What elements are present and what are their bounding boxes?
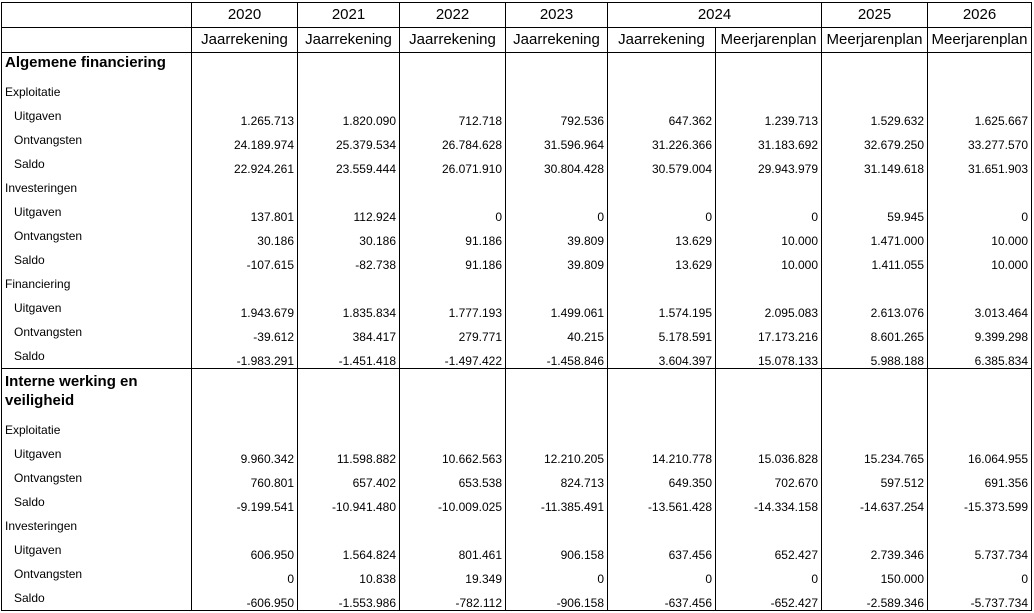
value-cell: 0: [506, 200, 608, 224]
value-cell: -9.199.541: [192, 490, 298, 514]
value-cell: 5.988.188: [822, 344, 928, 369]
header-type: Meerjarenplan: [716, 28, 822, 53]
empty-cell: [822, 272, 928, 296]
value-cell: 32.679.250: [822, 128, 928, 152]
value-cell: 1.239.713: [716, 104, 822, 128]
group-label: Investeringen: [2, 514, 192, 538]
empty-cell: [716, 176, 822, 200]
value-cell: -39.612: [192, 320, 298, 344]
empty-cell: [298, 418, 400, 442]
table-row: [2, 128, 1032, 152]
value-cell: 11.598.882: [298, 442, 400, 466]
value-cell: 0: [928, 562, 1032, 586]
row-label: Saldo: [2, 490, 192, 514]
value-cell: 15.036.828: [716, 442, 822, 466]
value-cell: 22.924.261: [192, 152, 298, 176]
group-label: Exploitatie: [2, 418, 192, 442]
value-cell: 1.529.632: [822, 104, 928, 128]
table-row: [2, 538, 1032, 562]
empty-cell: [400, 176, 506, 200]
value-cell: 137.801: [192, 200, 298, 224]
empty-cell: [716, 514, 822, 538]
value-cell: -1.458.846: [506, 344, 608, 369]
empty-cell: [928, 418, 1032, 442]
value-cell: 39.809: [506, 224, 608, 248]
value-cell: 1.564.824: [298, 538, 400, 562]
row-label: Ontvangsten: [2, 224, 192, 248]
value-cell: 3.604.397: [608, 344, 716, 369]
empty-cell: [608, 53, 716, 81]
value-cell: 10.000: [716, 248, 822, 272]
value-cell: -1.497.422: [400, 344, 506, 369]
group-row: [2, 418, 1032, 442]
empty-cell: [506, 514, 608, 538]
row-label: Ontvangsten: [2, 320, 192, 344]
value-cell: 150.000: [822, 562, 928, 586]
value-cell: 91.186: [400, 224, 506, 248]
row-label: Ontvangsten: [2, 562, 192, 586]
value-cell: 10.662.563: [400, 442, 506, 466]
value-cell: 9.399.298: [928, 320, 1032, 344]
row-label: Saldo: [2, 586, 192, 611]
value-cell: 1.835.834: [298, 296, 400, 320]
value-cell: 1.411.055: [822, 248, 928, 272]
value-cell: 906.158: [506, 538, 608, 562]
table-row: [2, 296, 1032, 320]
value-cell: 9.960.342: [192, 442, 298, 466]
header-years-row: [2, 3, 1032, 28]
value-cell: 760.801: [192, 466, 298, 490]
value-cell: 40.215: [506, 320, 608, 344]
table-row: [2, 344, 1032, 369]
value-cell: 59.945: [822, 200, 928, 224]
value-cell: 14.210.778: [608, 442, 716, 466]
header-type: Jaarrekening: [400, 28, 506, 53]
value-cell: 0: [506, 562, 608, 586]
value-cell: 0: [400, 200, 506, 224]
empty-cell: [400, 418, 506, 442]
empty-cell: [822, 80, 928, 104]
table-row: [2, 152, 1032, 176]
value-cell: 30.186: [298, 224, 400, 248]
table-row: [2, 320, 1032, 344]
value-cell: 23.559.444: [298, 152, 400, 176]
empty-cell: [822, 514, 928, 538]
empty-cell: [506, 176, 608, 200]
value-cell: 0: [608, 200, 716, 224]
value-cell: 597.512: [822, 466, 928, 490]
row-label: Uitgaven: [2, 296, 192, 320]
empty-cell: [716, 418, 822, 442]
table-row: [2, 200, 1032, 224]
value-cell: 702.670: [716, 466, 822, 490]
value-cell: -2.589.346: [822, 586, 928, 611]
header-type: Jaarrekening: [298, 28, 400, 53]
value-cell: 1.499.061: [506, 296, 608, 320]
value-cell: 5.737.734: [928, 538, 1032, 562]
value-cell: 712.718: [400, 104, 506, 128]
empty-cell: [716, 53, 822, 81]
header-year: 2021: [298, 3, 400, 28]
row-label: Saldo: [2, 248, 192, 272]
table-row: [2, 248, 1032, 272]
header-types-row: [2, 28, 1032, 53]
empty-cell: [298, 514, 400, 538]
group-row: [2, 80, 1032, 104]
header-corner: [2, 3, 192, 28]
value-cell: 637.456: [608, 538, 716, 562]
row-label: Ontvangsten: [2, 466, 192, 490]
value-cell: 15.078.133: [716, 344, 822, 369]
value-cell: 31.226.366: [608, 128, 716, 152]
empty-cell: [298, 80, 400, 104]
value-cell: 5.178.591: [608, 320, 716, 344]
group-label: Investeringen: [2, 176, 192, 200]
value-cell: 1.820.090: [298, 104, 400, 128]
value-cell: 2.739.346: [822, 538, 928, 562]
empty-cell: [608, 418, 716, 442]
empty-cell: [928, 514, 1032, 538]
header-year: 2023: [506, 3, 608, 28]
value-cell: 31.596.964: [506, 128, 608, 152]
empty-cell: [608, 514, 716, 538]
empty-cell: [716, 272, 822, 296]
value-cell: 652.427: [716, 538, 822, 562]
value-cell: 0: [716, 562, 822, 586]
header-year: 2026: [928, 3, 1032, 28]
value-cell: -10.941.480: [298, 490, 400, 514]
value-cell: 12.210.205: [506, 442, 608, 466]
header-type: Jaarrekening: [506, 28, 608, 53]
value-cell: 0: [192, 562, 298, 586]
value-cell: 30.186: [192, 224, 298, 248]
value-cell: 1.777.193: [400, 296, 506, 320]
value-cell: -15.373.599: [928, 490, 1032, 514]
empty-cell: [400, 514, 506, 538]
value-cell: 1.471.000: [822, 224, 928, 248]
value-cell: 2.095.083: [716, 296, 822, 320]
header-type: Meerjarenplan: [822, 28, 928, 53]
header-type: Jaarrekening: [608, 28, 716, 53]
value-cell: 0: [608, 562, 716, 586]
empty-cell: [608, 272, 716, 296]
value-cell: -906.158: [506, 586, 608, 611]
value-cell: 16.064.955: [928, 442, 1032, 466]
value-cell: 24.189.974: [192, 128, 298, 152]
value-cell: 1.574.195: [608, 296, 716, 320]
empty-cell: [506, 369, 608, 419]
empty-cell: [822, 53, 928, 81]
header-corner: [2, 28, 192, 53]
value-cell: 30.579.004: [608, 152, 716, 176]
value-cell: 1.943.679: [192, 296, 298, 320]
empty-cell: [298, 369, 400, 419]
empty-cell: [928, 369, 1032, 419]
empty-cell: [822, 176, 928, 200]
table-row: [2, 466, 1032, 490]
empty-cell: [400, 369, 506, 419]
empty-cell: [716, 369, 822, 419]
value-cell: -637.456: [608, 586, 716, 611]
value-cell: 792.536: [506, 104, 608, 128]
value-cell: 91.186: [400, 248, 506, 272]
value-cell: -652.427: [716, 586, 822, 611]
value-cell: 112.924: [298, 200, 400, 224]
value-cell: -782.112: [400, 586, 506, 611]
value-cell: 606.950: [192, 538, 298, 562]
value-cell: 824.713: [506, 466, 608, 490]
empty-cell: [192, 176, 298, 200]
table-row: [2, 442, 1032, 466]
empty-cell: [716, 80, 822, 104]
empty-cell: [400, 53, 506, 81]
row-label: Uitgaven: [2, 104, 192, 128]
empty-cell: [192, 272, 298, 296]
value-cell: -14.637.254: [822, 490, 928, 514]
empty-cell: [506, 272, 608, 296]
value-cell: 39.809: [506, 248, 608, 272]
value-cell: 31.149.618: [822, 152, 928, 176]
value-cell: 10.000: [928, 224, 1032, 248]
value-cell: 0: [716, 200, 822, 224]
value-cell: 647.362: [608, 104, 716, 128]
value-cell: 691.356: [928, 466, 1032, 490]
value-cell: 653.538: [400, 466, 506, 490]
section-title-row: [2, 369, 1032, 419]
empty-cell: [608, 80, 716, 104]
empty-cell: [192, 80, 298, 104]
value-cell: -5.737.734: [928, 586, 1032, 611]
value-cell: 384.417: [298, 320, 400, 344]
empty-cell: [298, 53, 400, 81]
value-cell: 15.234.765: [822, 442, 928, 466]
value-cell: 31.183.692: [716, 128, 822, 152]
financial-table: [1, 2, 1032, 611]
row-label: Uitgaven: [2, 442, 192, 466]
row-label: Saldo: [2, 152, 192, 176]
value-cell: 10.838: [298, 562, 400, 586]
value-cell: 649.350: [608, 466, 716, 490]
value-cell: 26.784.628: [400, 128, 506, 152]
empty-cell: [608, 369, 716, 419]
value-cell: 25.379.534: [298, 128, 400, 152]
header-year: 2022: [400, 3, 506, 28]
empty-cell: [506, 53, 608, 81]
value-cell: -606.950: [192, 586, 298, 611]
group-row: [2, 272, 1032, 296]
value-cell: 13.629: [608, 224, 716, 248]
header-year: 2025: [822, 3, 928, 28]
value-cell: 3.013.464: [928, 296, 1032, 320]
section-title: Algemene financiering: [2, 53, 192, 81]
empty-cell: [192, 369, 298, 419]
table-row: [2, 490, 1032, 514]
value-cell: 1.625.667: [928, 104, 1032, 128]
empty-cell: [192, 418, 298, 442]
table-row: [2, 104, 1032, 128]
group-row: [2, 176, 1032, 200]
group-label: Financiering: [2, 272, 192, 296]
empty-cell: [928, 80, 1032, 104]
empty-cell: [400, 272, 506, 296]
value-cell: -10.009.025: [400, 490, 506, 514]
empty-cell: [400, 80, 506, 104]
table-row: [2, 562, 1032, 586]
value-cell: -107.615: [192, 248, 298, 272]
value-cell: -13.561.428: [608, 490, 716, 514]
empty-cell: [608, 176, 716, 200]
section-title: Interne werking en veiligheid: [2, 369, 192, 419]
header-year: 2020: [192, 3, 298, 28]
row-label: Saldo: [2, 344, 192, 369]
value-cell: 13.629: [608, 248, 716, 272]
empty-cell: [298, 176, 400, 200]
group-row: [2, 514, 1032, 538]
empty-cell: [506, 80, 608, 104]
value-cell: 0: [928, 200, 1032, 224]
header-type: Meerjarenplan: [928, 28, 1032, 53]
value-cell: 29.943.979: [716, 152, 822, 176]
value-cell: 279.771: [400, 320, 506, 344]
value-cell: 19.349: [400, 562, 506, 586]
value-cell: 1.265.713: [192, 104, 298, 128]
empty-cell: [928, 53, 1032, 81]
row-label: Uitgaven: [2, 200, 192, 224]
value-cell: 2.613.076: [822, 296, 928, 320]
value-cell: 10.000: [928, 248, 1032, 272]
value-cell: -11.385.491: [506, 490, 608, 514]
value-cell: -1.553.986: [298, 586, 400, 611]
empty-cell: [506, 418, 608, 442]
value-cell: -1.451.418: [298, 344, 400, 369]
value-cell: 33.277.570: [928, 128, 1032, 152]
value-cell: 657.402: [298, 466, 400, 490]
value-cell: 10.000: [716, 224, 822, 248]
empty-cell: [192, 53, 298, 81]
value-cell: 8.601.265: [822, 320, 928, 344]
header-type: Jaarrekening: [192, 28, 298, 53]
value-cell: 31.651.903: [928, 152, 1032, 176]
empty-cell: [298, 272, 400, 296]
empty-cell: [928, 272, 1032, 296]
empty-cell: [822, 369, 928, 419]
value-cell: 17.173.216: [716, 320, 822, 344]
table-row: [2, 224, 1032, 248]
table-row: [2, 586, 1032, 611]
row-label: Uitgaven: [2, 538, 192, 562]
empty-cell: [192, 514, 298, 538]
value-cell: -14.334.158: [716, 490, 822, 514]
empty-cell: [928, 176, 1032, 200]
value-cell: 801.461: [400, 538, 506, 562]
value-cell: 26.071.910: [400, 152, 506, 176]
value-cell: 6.385.834: [928, 344, 1032, 369]
empty-cell: [822, 418, 928, 442]
header-year: 2024: [608, 3, 822, 28]
section-title-row: [2, 53, 1032, 81]
value-cell: 30.804.428: [506, 152, 608, 176]
value-cell: -82.738: [298, 248, 400, 272]
group-label: Exploitatie: [2, 80, 192, 104]
value-cell: -1.983.291: [192, 344, 298, 369]
row-label: Ontvangsten: [2, 128, 192, 152]
